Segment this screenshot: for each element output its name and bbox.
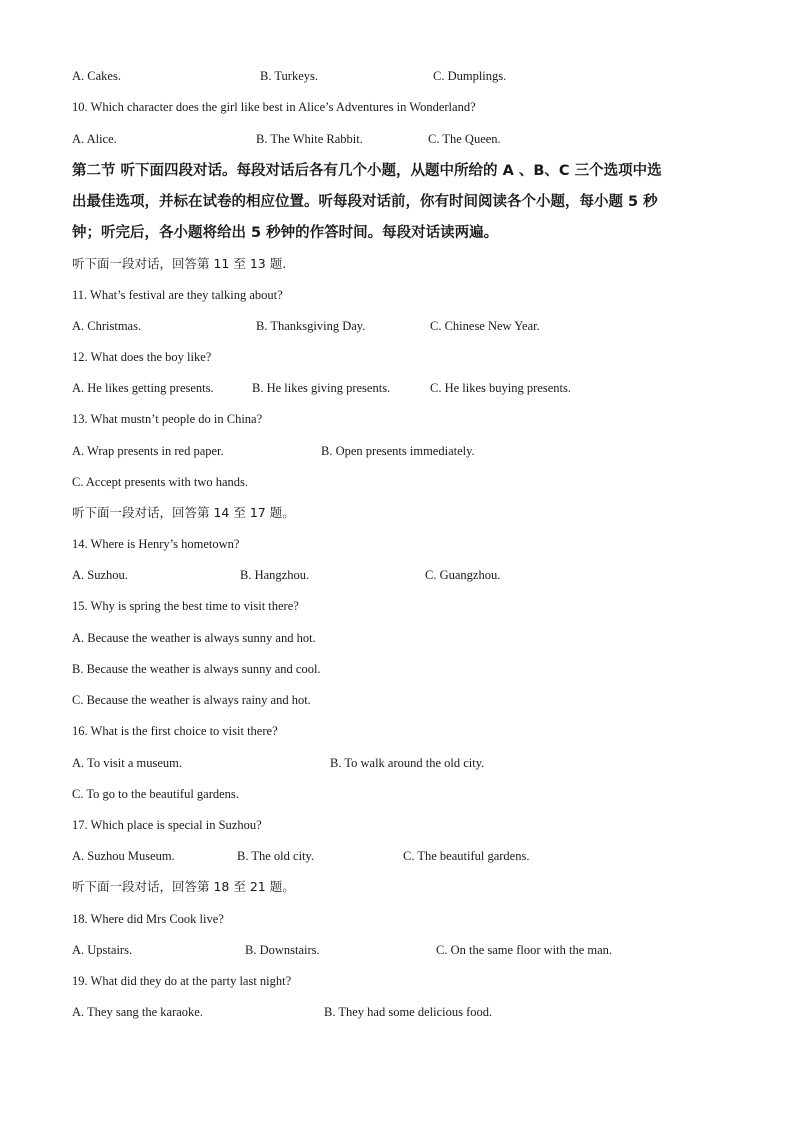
q19-option-b: B. They had some delicious food.	[324, 1005, 493, 1019]
q17-option-b: B. The old city.	[237, 849, 315, 863]
q17-option-c: C. The beautiful gardens.	[403, 849, 530, 863]
q11-option-b: B. Thanksgiving Day.	[256, 319, 366, 333]
q13-option-b: B. Open presents immediately.	[321, 444, 475, 458]
q14-option-b: B. Hangzhou.	[240, 568, 310, 582]
q13-option-c: C. Accept presents with two hands.	[72, 475, 249, 489]
q18-option-b: B. Downstairs.	[245, 943, 320, 957]
q12-option-a: A. He likes getting presents.	[72, 381, 214, 395]
q18-option-c: C. On the same floor with the man.	[436, 943, 613, 957]
q10-option-a: A. Alice.	[72, 132, 117, 146]
q15-question: 15. Why is spring the best time to visit there?	[72, 599, 299, 613]
q18-option-a: A. Upstairs.	[72, 943, 133, 957]
instruction-18-21: 听下面一段对话，回答第 18 至 21 题。	[72, 879, 295, 894]
q16-question: 16. What is the first choice to visit there?	[72, 724, 278, 738]
q11-option-c: C. Chinese New Year.	[430, 319, 540, 333]
q11-question: 11. What’s festival are they talking about?	[72, 288, 283, 302]
q19-option-a: A. They sang the karaoke.	[72, 1005, 203, 1019]
q10-option-c: C. The Queen.	[428, 132, 501, 146]
q14-option-a: A. Suzhou.	[72, 568, 128, 582]
section-2-line-2: 出最佳选项，并标在试卷的相应位置。听每段对话前，你有时间阅读各个小题，每小题 5 秒	[72, 194, 658, 210]
instruction-11-13: 听下面一段对话，回答第 11 至 13 题.	[72, 256, 287, 271]
q18-question: 18. Where did Mrs Cook live?	[72, 912, 224, 926]
q12-option-c: C. He likes buying presents.	[430, 381, 571, 395]
q12-question: 12. What does the boy like?	[72, 350, 212, 364]
q19-question: 19. What did they do at the party last night?	[72, 974, 292, 988]
q12-option-b: B. He likes giving presents.	[252, 381, 391, 395]
instruction-14-17: 听下面一段对话，回答第 14 至 17 题。	[72, 505, 295, 520]
q9-option-c: C. Dumplings.	[433, 69, 507, 83]
section-2-line-3: 钟；听完后，各小题将给出 5 秒钟的作答时间。每段对话读两遍。	[72, 225, 499, 241]
q17-option-a: A. Suzhou Museum.	[72, 849, 175, 863]
q13-question: 13. What mustn’t people do in China?	[72, 412, 263, 426]
q13-option-a: A. Wrap presents in red paper.	[72, 444, 224, 458]
q11-option-a: A. Christmas.	[72, 319, 142, 333]
q14-question: 14. Where is Henry’s hometown?	[72, 537, 240, 551]
section-2-line-1: 第二节 听下面四段对话。每段对话后各有几个小题，从题中所给的 A 、B、C 三个选项中选	[72, 163, 662, 179]
q14-option-c: C. Guangzhou.	[425, 568, 501, 582]
q17-question: 17. Which place is special in Suzhou?	[72, 818, 262, 832]
q10-option-b: B. The White Rabbit.	[256, 132, 363, 146]
section-2-heading	[72, 156, 724, 249]
q10-question: 10. Which character does the girl like best in Alice’s Adventures in Wonderland?	[72, 100, 476, 114]
q15-option-b: B. Because the weather is always sunny and cool.	[72, 662, 321, 676]
q15-option-a: A. Because the weather is always sunny and hot.	[72, 631, 316, 645]
q9-option-b: B. Turkeys.	[260, 69, 319, 83]
q15-option-c: C. Because the weather is always rainy and hot.	[72, 693, 311, 707]
q16-option-b: B. To walk around the old city.	[330, 756, 485, 770]
q9-option-a: A. Cakes.	[72, 69, 121, 83]
q16-option-a: A. To visit a museum.	[72, 756, 183, 770]
q16-option-c: C. To go to the beautiful gardens.	[72, 787, 239, 801]
